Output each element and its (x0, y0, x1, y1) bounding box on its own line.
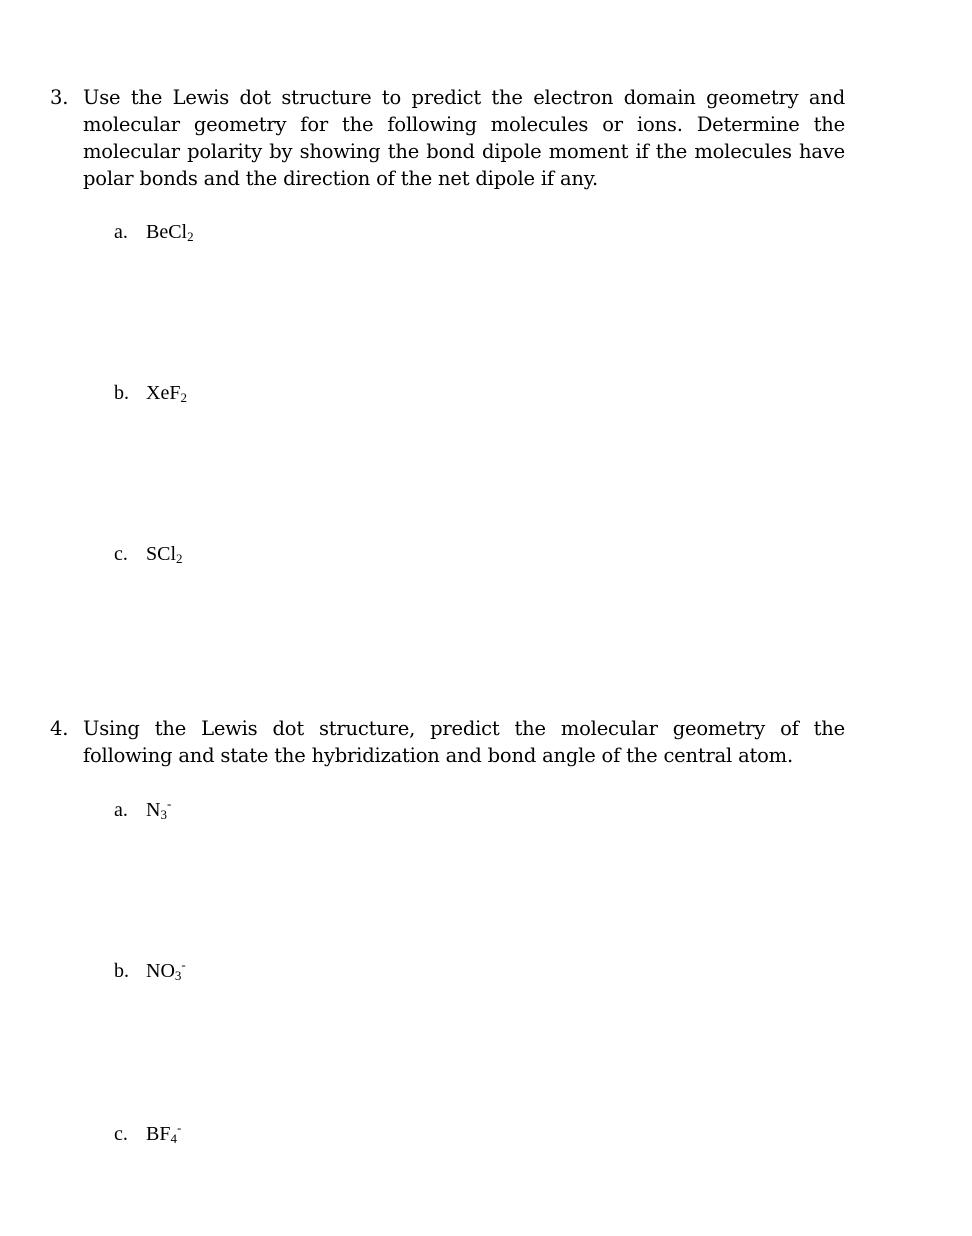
question-number: 4. (50, 717, 69, 740)
item-letter: b. (114, 382, 129, 404)
item-letter: b. (114, 960, 129, 982)
question-4 (50, 715, 850, 769)
question-text: Use the Lewis dot structure to predict the electron domain geometry and molecular geometry for the following molecules or ions. Determine the molecular polarity by showing the bond dipole moment if the molecules have polar bonds and the direction of the net dipole if any. (83, 86, 845, 190)
chemical-formula: $N_3^-$ (146, 796, 172, 822)
question-number: 3. (50, 86, 69, 109)
item-letter: a. (114, 221, 128, 243)
question-4-item-a (114, 798, 171, 822)
question-3-item-c (114, 542, 183, 566)
chemical-formula: SCl$_2$ (146, 543, 183, 566)
question-3 (50, 84, 850, 192)
chemical-formula: XeF$_2$ (146, 382, 187, 405)
item-letter: c. (114, 1123, 128, 1145)
question-3-item-a (114, 220, 194, 244)
chemical-formula: $NO_3^-$ (146, 957, 186, 983)
question-4-item-c (114, 1122, 181, 1146)
question-3-item-b (114, 381, 187, 405)
question-text: Using the Lewis dot structure, predict the molecular geometry of the following and state the hybridization and bond angle of the central atom. (83, 717, 845, 767)
chemical-formula: $BF_4^-$ (146, 1120, 182, 1146)
chemical-formula: BeCl$_2$ (146, 221, 194, 244)
item-letter: a. (114, 799, 128, 821)
question-4-item-b (114, 959, 186, 983)
item-letter: c. (114, 543, 128, 565)
